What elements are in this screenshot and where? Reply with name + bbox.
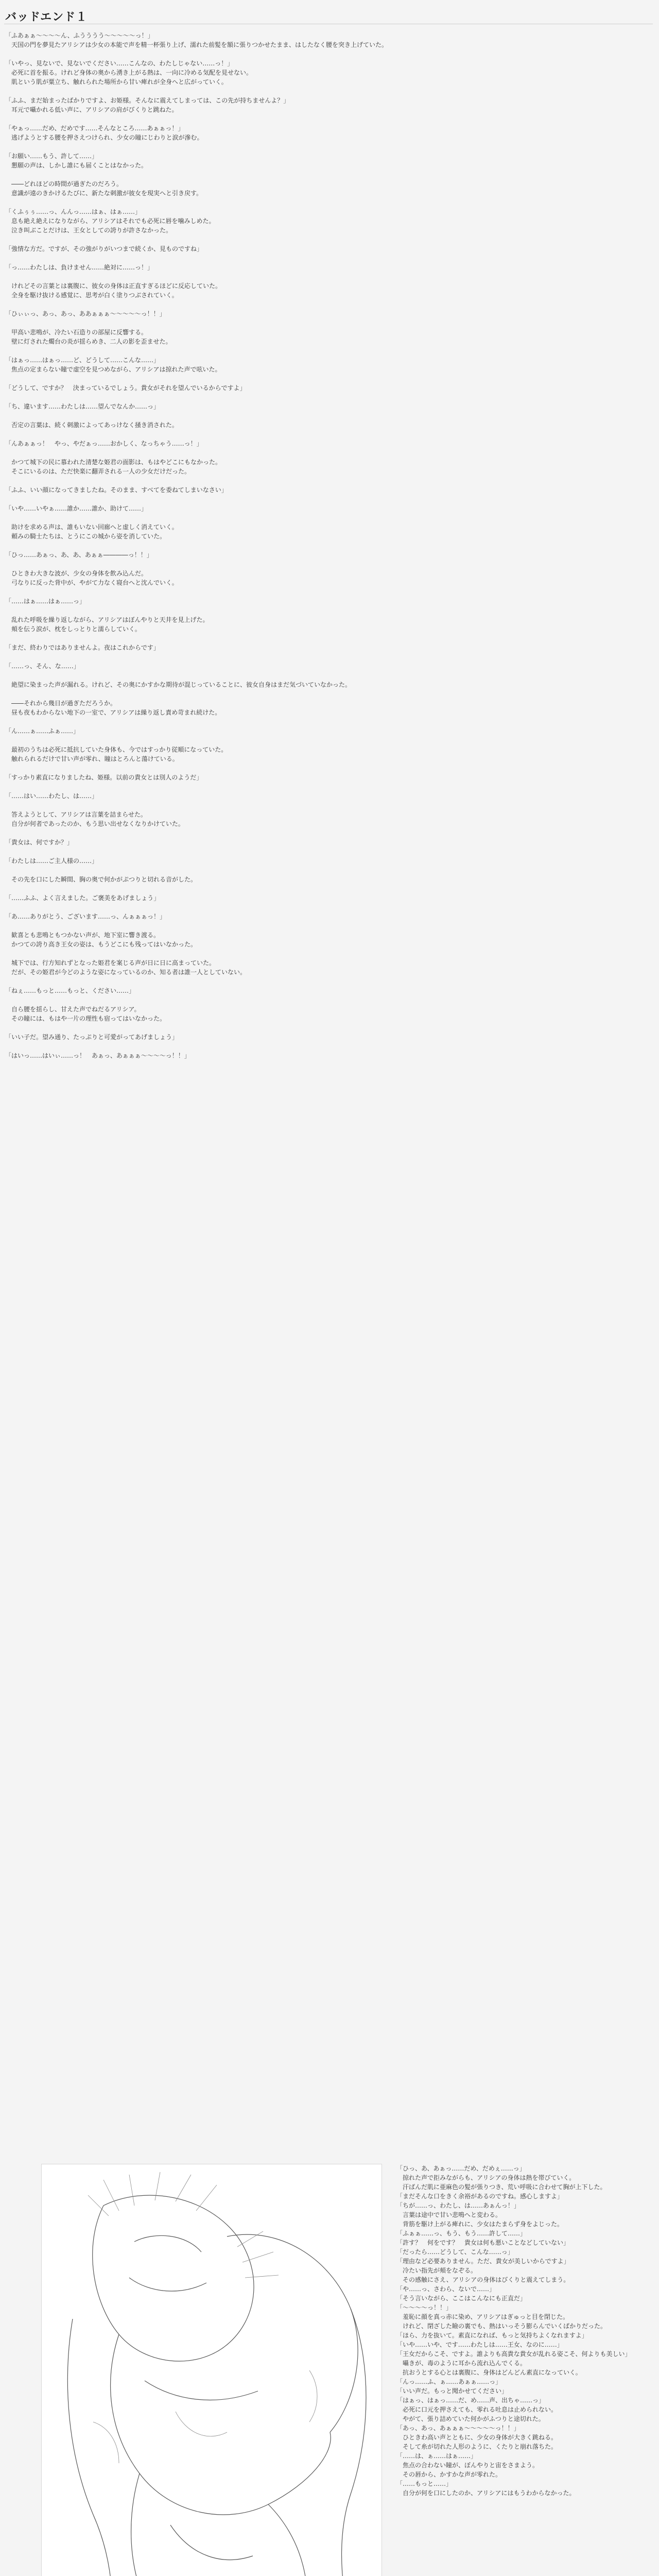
story-paragraph: [5, 652, 649, 662]
story-paragraph: 「許す？ 何をです？ 貴女は何も悪いことなどしていない」: [396, 2239, 570, 2246]
story-paragraph: [5, 801, 649, 810]
story-paragraph: [5, 411, 649, 420]
story-paragraph: 「ひっ、あ、あぁっ……だめ、だめぇ……っ」: [396, 2165, 526, 2172]
story-paragraph: 掠れた声で拒みながらも、アリシアの身体は熱を帯びていく。: [396, 2174, 576, 2181]
story-paragraph: 「……はい……わたし、は……」: [5, 792, 98, 800]
story-paragraph: だが、その姫君が今どのような姿になっているのか、知る者は誰一人としていない。: [5, 969, 247, 976]
story-paragraph: [5, 884, 649, 893]
story-paragraph: 「くふぅぅ……っ、んんっ……はぁ、はぁ……」: [5, 208, 142, 215]
story-paragraph: 「んっ……ふ、ぁ……あぁぁ……っ」: [396, 2378, 502, 2385]
story-paragraph: [5, 587, 649, 597]
story-paragraph: 頼みの騎士たちは、とうにこの城から姿を消していた。: [5, 533, 166, 540]
story-paragraph: けれど、閉ざした瞼の裏でも、熱はいっそう膨らんでいくばかりだった。: [396, 2323, 607, 2330]
story-paragraph: [5, 346, 649, 355]
story-paragraph: そして糸が切れた人形のように、くたりと崩れ落ちた。: [396, 2443, 558, 2450]
story-paragraph: その瞳には、もはや一片の理性も宿ってはいなかった。: [5, 1015, 166, 1022]
story-paragraph: [5, 430, 649, 439]
story-paragraph: ひときわ高い声とともに、少女の身体が大きく跳ねる。: [396, 2434, 558, 2441]
story-paragraph: 昼も夜もわからない地下の一室で、アリシアは繰り返し責め苛まれ続けた。: [5, 709, 221, 716]
story-paragraph: 頬を伝う涙が、枕をしっとりと濡らしていく。: [5, 625, 141, 633]
illustration-sketch: [42, 2164, 381, 2576]
story-paragraph: 「ねぇ……もっと……もっと、ください……」: [5, 987, 135, 994]
story-paragraph: 「どうして、ですか？ 決まっているでしょう。貴女がそれを望んでいるからですよ」: [5, 384, 246, 392]
story-paragraph: ――どれほどの時間が過ぎたのだろう。: [5, 180, 123, 188]
story-paragraph: 「ほら、力を抜いて。素直になれば、もっと気持ちよくなれますよ」: [396, 2332, 588, 2339]
story-paragraph: [5, 1042, 649, 1051]
story-paragraph: 必死に首を振る。けれど身体の奥から湧き上がる熱は、一向に冷める気配を見せない。: [5, 69, 253, 76]
story-paragraph: [5, 782, 649, 791]
story-paragraph: [5, 374, 649, 383]
story-paragraph: 「まだ、終わりではありませんよ。夜はこれからです」: [5, 644, 160, 651]
story-paragraph: [5, 689, 649, 699]
story-paragraph: 逃げようとする腰を押さえつけられ、少女の瞳にじわりと涙が滲む。: [5, 134, 203, 141]
story-paragraph: [5, 1023, 649, 1032]
story-paragraph: 「いや……いや、です……わたしは……王女、なのに……」: [396, 2341, 563, 2348]
story-paragraph: 乱れた呼吸を繰り返しながら、アリシアはぼんやりと天井を見上げた。: [5, 616, 209, 623]
story-paragraph: 助けを求める声は、誰もいない回廊へと虚しく消えていく。: [5, 523, 178, 531]
story-paragraph: やがて、張り詰めていた何かがふつりと途切れた。: [396, 2415, 545, 2422]
story-paragraph: 「……はぁ……はぁ……っ」: [5, 598, 86, 605]
story-paragraph: 「すっかり素直になりましたね、姫様。以前の貴女とは別人のようだ」: [5, 774, 203, 781]
story-paragraph: 言葉は途中で甘い悲鳴へと変わる。: [396, 2211, 502, 2218]
story-paragraph: 「ち、違います……わたしは……望んでなんか……っ」: [5, 403, 160, 410]
story-paragraph: 「ちが……っ、わたし、は……あぁんっ！」: [396, 2202, 520, 2209]
story-paragraph: [5, 995, 649, 1005]
story-paragraph: [5, 866, 649, 875]
story-paragraph: 「ふあぁぁ～～～～ん、ふうううう～～～～～っ！」: [5, 32, 154, 39]
story-paragraph: 「だったら……どうして、こんな……っ」: [396, 2248, 514, 2256]
story-paragraph: ひときわ大きな波が、少女の身体を飲み込んだ。: [5, 570, 148, 577]
story-paragraph: 必死に口元を押さえても、零れる吐息は止められない。: [396, 2406, 558, 2413]
story-paragraph: [5, 87, 649, 96]
story-paragraph: 「いい子だ。望み通り、たっぷりと可愛がってあげましょう」: [5, 1033, 179, 1041]
story-paragraph: 「っ……わたしは、負けません……絶対に……っ！」: [5, 264, 154, 271]
story-paragraph: [5, 235, 649, 244]
story-paragraph: 「……ふふ、よく言えました。ご褒美をあげましょう」: [5, 894, 160, 902]
story-paragraph: 「ふふ、まだ始まったばかりですよ、お姫様。そんなに震えてしまっては、この先が持ちませんよ？」: [5, 97, 290, 104]
story-paragraph: 「やぁっ……だめ、だめです……そんなところ……あぁぁっ！」: [5, 125, 184, 132]
story-paragraph: [5, 921, 649, 930]
story-paragraph: [5, 764, 649, 773]
story-paragraph: 「……っ、そん、な……」: [5, 663, 80, 670]
story-paragraph: [5, 560, 649, 569]
story-paragraph: [5, 513, 649, 522]
story-paragraph: 最初のうちは必死に抵抗していた身体も、今ではすっかり従順になっていた。: [5, 746, 228, 753]
story-paragraph: [5, 717, 649, 726]
story-paragraph: 「理由など必要ありません。ただ、貴女が美しいからですよ」: [396, 2258, 570, 2265]
story-paragraph: 「王女だからこそ、ですよ。誰よりも高貴な貴女が乱れる姿こそ、何よりも美しい」: [396, 2350, 631, 2358]
story-paragraph: [5, 114, 649, 124]
story-paragraph: 自分が何者であったのか、もう思い出せなくなりかけていた。: [5, 820, 184, 827]
story-paragraph: 自分が何を口にしたのか、アリシアにはもうわからなかった。: [396, 2489, 576, 2497]
story-paragraph: 城下では、行方知れずとなった姫君を案じる声が日に日に高まっていた。: [5, 959, 216, 967]
story-paragraph: 「貴女は、何ですか？」: [5, 839, 74, 846]
story-paragraph: そこにいるのは、ただ快楽に翻弄される一人の少女だけだった。: [5, 468, 191, 475]
story-paragraph: 「まだそんな口をきく余裕があるのですね。感心しますよ」: [396, 2193, 564, 2200]
story-paragraph: 「～～～～っ！！」: [396, 2304, 453, 2311]
story-paragraph: 汗ばんだ肌に亜麻色の髪が張りつき、荒い呼吸に合わせて胸が上下した。: [396, 2183, 606, 2191]
story-illustration: [41, 2164, 382, 2576]
story-paragraph: 自ら腰を揺らし、甘えた声でねだるアリシア。: [5, 1006, 141, 1013]
story-paragraph: 「お願い……もう、許して……」: [5, 152, 98, 160]
story-paragraph: 泣き叫ぶことだけは、王女としての誇りが許さなかった。: [5, 227, 172, 234]
story-paragraph: 「いやっ、見ないで、見ないでください……こんなの、わたしじゃない……っ！」: [5, 60, 234, 67]
story-paragraph: 全身を駆け抜ける感覚に、思考が白く塗りつぶされていく。: [5, 292, 178, 299]
story-paragraph: 絶望に染まった声が漏れる。けれど、その奥にかすかな期待が混じっていることに、彼女自身はまだ気づいていなかった。: [5, 681, 352, 688]
story-paragraph: 囁きが、毒のように耳から流れ込んでくる。: [396, 2360, 527, 2367]
story-paragraph: 天国の門を夢見たアリシアは少女の本能で声を精一杯張り上げ、濡れた前髪を額に張りつかせたまま、はしたなく腰を突き上げていた。: [5, 41, 388, 48]
story-paragraph: 「……もっと……」: [396, 2480, 453, 2487]
story-paragraph: [5, 272, 649, 281]
story-paragraph: 「いい声だ。もっと聞かせてください」: [396, 2387, 508, 2395]
story-paragraph: 「強情な方だ。ですが、その強がりがいつまで続くか、見ものですね」: [5, 245, 203, 252]
story-paragraph: [5, 198, 649, 207]
story-paragraph: [5, 476, 649, 485]
story-paragraph: 「ふぁぁ……っ、もう、もう……許して……」: [396, 2230, 527, 2237]
story-paragraph: 「や……っ、さわら、ないで……」: [396, 2285, 496, 2293]
story-paragraph: [5, 606, 649, 615]
story-paragraph: 壁に灯された燭台の炎が揺らめき、二人の影を歪ませた。: [5, 338, 172, 345]
story-paragraph: その感触にさえ、アリシアの身体はびくりと震えてしまう。: [396, 2276, 570, 2283]
story-paragraph: 懇願の声は、しかし誰にも届くことはなかった。: [5, 162, 148, 169]
story-paragraph: 抗おうとする心とは裏腹に、身体はどんどん素直になっていく。: [396, 2369, 582, 2376]
story-paragraph: その先を口にした瞬間、胸の奥で何かがぷつりと切れる音がした。: [5, 876, 197, 883]
story-paragraph: [5, 170, 649, 179]
story-paragraph: [5, 318, 649, 328]
story-paragraph: [5, 300, 649, 309]
story-paragraph: [5, 903, 649, 912]
story-paragraph: ――それから幾日が過ぎただろうか。: [5, 700, 117, 707]
story-paragraph: 焦点の合わない瞳が、ぼんやりと宙をさまよう。: [396, 2462, 539, 2469]
story-paragraph: 冷たい指先が頬をなぞる。: [396, 2267, 477, 2274]
story-paragraph: 否定の言葉は、続く刺激によってあっけなく掻き消された。: [5, 421, 178, 429]
story-side-column: [396, 2164, 649, 2576]
story-paragraph: [5, 949, 649, 958]
story-paragraph: 「ん……ぁ……ふぁ……」: [5, 727, 80, 735]
story-paragraph: その唇から、かすかな声が零れた。: [396, 2471, 502, 2478]
story-paragraph: [5, 142, 649, 151]
story-paragraph: [5, 736, 649, 745]
story-paragraph: 肌という肌が粟立ち、触れられた場所から甘い痺れが全身へと広がっていく。: [5, 78, 228, 86]
story-paragraph: [5, 253, 649, 263]
story-paragraph: [5, 448, 649, 457]
story-paragraph: かつて城下の民に慕われた清楚な姫君の面影は、もはやどこにもなかった。: [5, 459, 222, 466]
story-paragraph: [5, 495, 649, 504]
story-paragraph: [5, 541, 649, 550]
story-paragraph: 甲高い悲鳴が、冷たい石造りの部屋に反響する。: [5, 329, 148, 336]
story-paragraph: 耳元で囁かれる低い声に、アリシアの肩がびくりと跳ねた。: [5, 106, 178, 113]
story-paragraph: [5, 671, 649, 680]
story-paragraph: 「んあぁぁっ！ やっ、やだぁっ……おかしく、なっちゃう……っ！」: [5, 440, 203, 447]
story-paragraph: [5, 847, 649, 856]
story-paragraph: 触れられるだけで甘い声が零れ、瞳はとろんと蕩けている。: [5, 755, 179, 762]
story-paragraph: 答えようとして、アリシアは言葉を詰まらせた。: [5, 811, 147, 818]
story-paragraph: 弓なりに反った背中が、やがて力なく寝台へと沈んでいく。: [5, 579, 178, 586]
story-paragraph: 「あ……ありがとう、ございます……っ、んぁぁぁっ！」: [5, 913, 166, 920]
story-paragraph: 「わたしは……ご主人様の……」: [5, 857, 98, 865]
story-paragraph: 「いや……いやぁ……誰か……誰か、助けて……」: [5, 505, 148, 512]
story-paragraph: 「ひぃぃっ、あっ、あっ、ああぁぁぁ～～～～～っ！！」: [5, 310, 166, 317]
story-paragraph: 意識が遠のきかけるたびに、新たな刺激が彼女を現実へと引き戻す。: [5, 190, 203, 197]
story-paragraph: 焦点の定まらない瞳で虚空を見つめながら、アリシアは掠れた声で呟いた。: [5, 366, 221, 373]
story-paragraph: 「あっ、あっ、あぁぁぁ～～～～～っ！！」: [396, 2425, 520, 2432]
story-paragraph: 「そう言いながら、ここはこんなにも正直だ」: [396, 2295, 527, 2302]
story-paragraph: かつての誇り高き王女の姿は、もうどこにも残ってはいなかった。: [5, 941, 197, 948]
story-paragraph: 歓喜とも悲鳴ともつかない声が、地下室に響き渡る。: [5, 931, 160, 939]
story-paragraph: 「はぁっ、はぁっ……だ、め……声、出ちゃ……っ」: [396, 2397, 545, 2404]
story-paragraph: 息も絶え絶えになりながら、アリシアはそれでも必死に唇を噛みしめた。: [5, 217, 215, 225]
story-paragraph: [5, 977, 649, 986]
story-paragraph: 羞恥に顔を真っ赤に染め、アリシアはぎゅっと目を閉じた。: [396, 2313, 569, 2320]
story-paragraph: 「はぁっ……はぁっ……ど、どうして……こんな……」: [5, 357, 160, 364]
story-paragraph: 「はいっ……はいぃ……っ！ あぁっ、あぁぁぁ～～～～っ！！」: [5, 1052, 190, 1059]
story-paragraph: けれどその言葉とは裏腹に、彼女の身体は正直すぎるほどに反応していた。: [5, 282, 222, 290]
story-paragraph: [5, 49, 649, 59]
story-paragraph: 「……は、ぁ……はぁ……」: [396, 2452, 477, 2460]
story-paragraph: [5, 393, 649, 402]
story-paragraph: 「ひっ……あぁっ、あ、あ、あぁぁ――――っ！！」: [5, 551, 153, 558]
story-paragraph: 「ふふ、いい顔になってきましたね。そのまま、すべてを委ねてしまいなさい」: [5, 486, 228, 494]
page-title: バッドエンド１: [5, 11, 88, 24]
story-paragraph: [5, 828, 649, 838]
story-paragraph: 背筋を駆け上がる痺れに、少女はたまらず身をよじった。: [396, 2221, 564, 2228]
story-paragraph: [5, 634, 649, 643]
